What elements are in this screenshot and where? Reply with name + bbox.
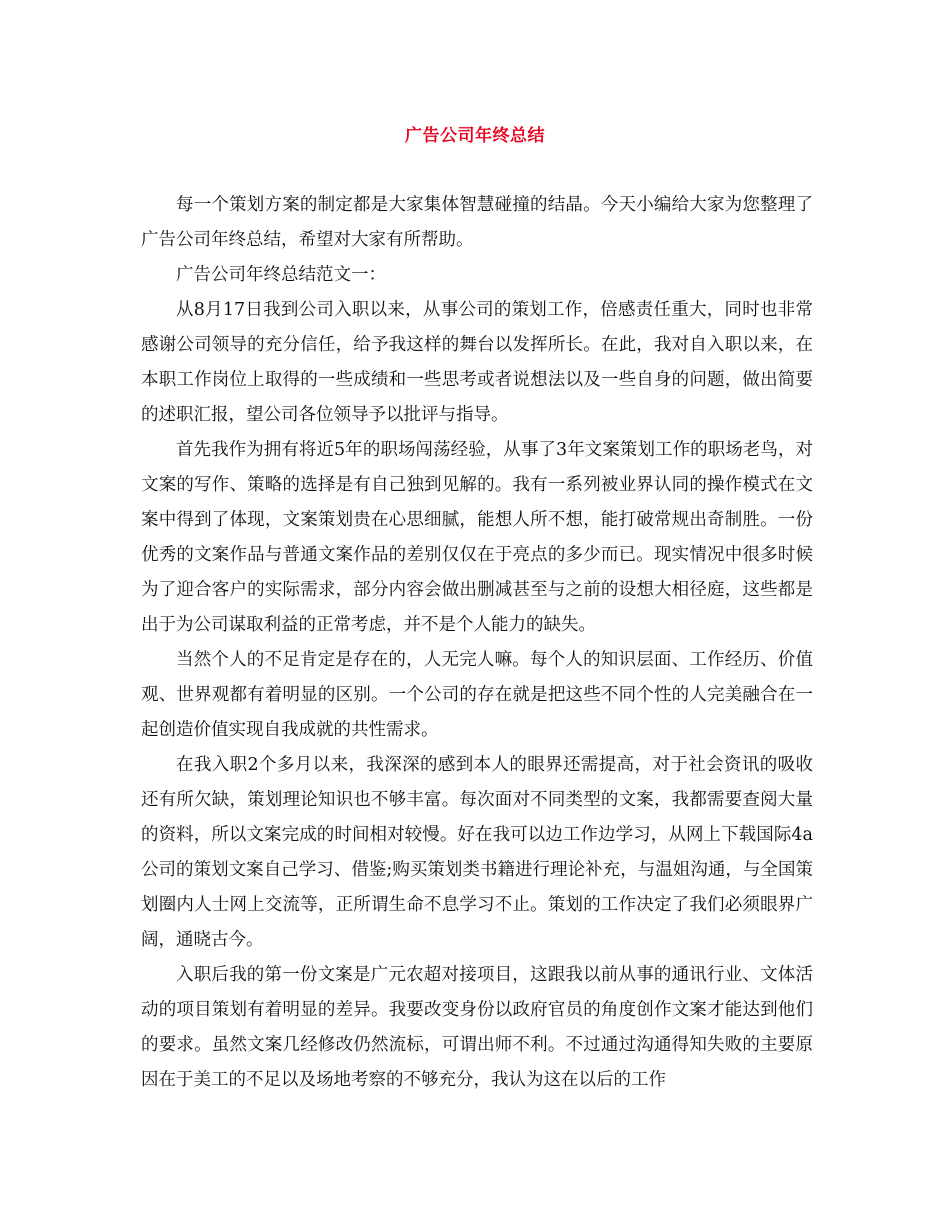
paragraph-sample-heading: 广告公司年终总结范文一： (176, 265, 386, 285)
paragraph-learning: 在我入职2个多月以来，我深深的感到本人的眼界还需提高，对于社会资讯的吸收还有所欠缺，策划理论知识也不够丰富。每次面对不同类型的文案，我都需要查阅大量的资料，所以文案完成的时间相对较慢。好在我可以边工作边学习，从网上下载国际4a公司的策划文案自己学习、借鉴;购买策划类书籍进行理论补充，与温姐沟通，与全国策划圈内人士网上交流等，正所谓生命不息学习不止。策划的工作决定了我们必须眼界广阔，通晓古今。 (141, 755, 813, 950)
document-body (141, 188, 813, 1098)
document-title: 广告公司年终总结 (405, 126, 545, 146)
paragraph-onboarding: 从8月17日我到公司入职以来，从事公司的策划工作，倍感责任重大，同时也非常感谢公司领导的充分信任，给予我这样的舞台以发挥所长。在此，我对自入职以来，在本职工作岗位上取得的一些成绩和一些思考或者说想法以及一些自身的问题，做出简要的述职汇报，望公司各位领导予以批评与指导。 (141, 300, 813, 425)
paragraph-shortcomings: 当然个人的不足肯定是存在的，人无完人嘛。每个人的知识层面、工作经历、价值观、世界观都有着明显的区别。一个公司的存在就是把这些不同个性的人完美融合在一起创造价值实现自我成就的共性需求。 (141, 650, 813, 740)
paragraph-intro: 每一个策划方案的制定都是大家集体智慧碰撞的结晶。今天小编给大家为您整理了广告公司年终总结，希望对大家有所帮助。 (141, 195, 813, 250)
paragraph-experience: 首先我作为拥有将近5年的职场闯荡经验，从事了3年文案策划工作的职场老鸟，对文案的写作、策略的选择是有自己独到见解的。我有一系列被业界认同的操作模式在文案中得到了体现，文案策划贵在心思细腻，能想人所不想，能打破常规出奇制胜。一份优秀的文案作品与普通文案作品的差别仅仅在于亮点的多少而已。现实情况中很多时候为了迎合客户的实际需求，部分内容会做出删减甚至与之前的设想大相径庭，这些都是出于为公司谋取利益的正常考虑，并不是个人能力的缺失。 (141, 440, 813, 635)
paragraph-first-project: 入职后我的第一份文案是广元农超对接项目，这跟我以前从事的通讯行业、文体活动的项目策划有着明显的差异。我要改变身份以政府官员的角度创作文案才能达到他们的要求。虽然文案几经修改仍然流标，可谓出师不利。不过通过沟通得知失败的主要原因在于美工的不足以及场地考察的不够充分，我认为这在以后的工作 (141, 965, 813, 1090)
